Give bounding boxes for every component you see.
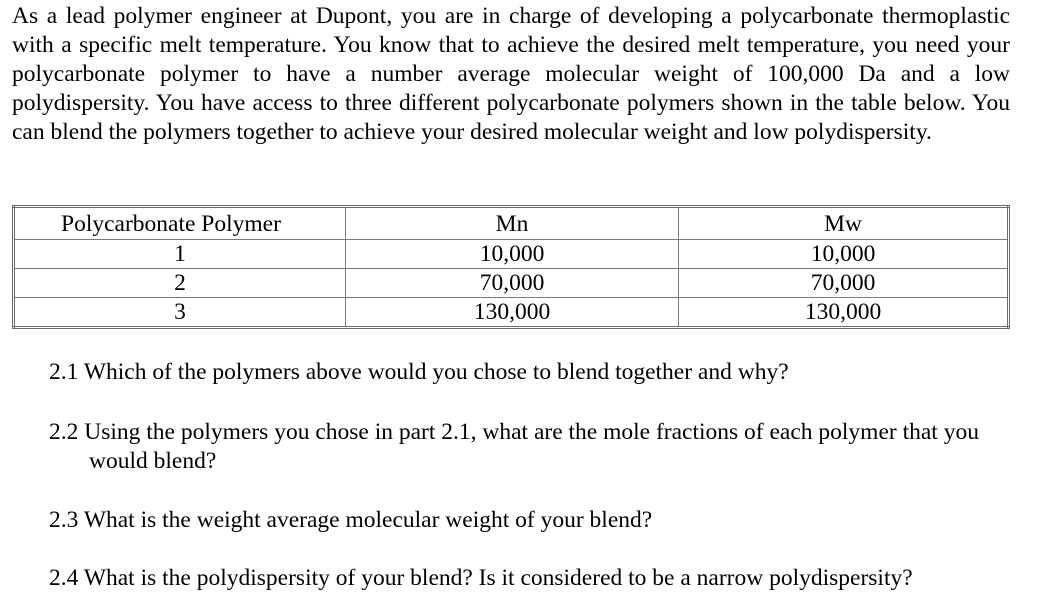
header-mw: Mw — [679, 207, 1009, 240]
polymer-cell: 2 — [14, 269, 346, 298]
polymer-cell: 1 — [14, 240, 346, 269]
table-row — [14, 240, 1009, 269]
mw-cell: 70,000 — [679, 269, 1009, 298]
header-polymer: Polycarbonate Polymer — [14, 207, 346, 240]
question-2-2: 2.2 Using the polymers you chose in part 2.1, what are the mole fractions of each polymer that you would blend? — [49, 419, 979, 474]
header-mn: Mn — [346, 207, 679, 240]
question-2-1: 2.1 Which of the polymers above would you chose to blend together and why? — [49, 359, 789, 385]
question-2-4: 2.4 What is the polydispersity of your blend? Is it considered to be a narrow polydispersity? — [49, 565, 913, 591]
table-header-row — [14, 207, 1009, 240]
mw-cell: 10,000 — [679, 240, 1009, 269]
table-row — [14, 298, 1009, 328]
intro-paragraph: As a lead polymer engineer at Dupont, you are in charge of developing a polycarbonate thermoplastic with a specific melt temperature. You know that to achieve the desired melt temperature, you need your polycarbonate polymer to have a number average molecular weight of 100,000 Da and a low polydispersity. You have access to three different polycarbonate polymers shown in the table below. You can blend the polymers together to achieve your desired molecular weight and low polydispersity. — [12, 3, 1010, 145]
mn-cell: 10,000 — [346, 240, 679, 269]
mn-cell: 70,000 — [346, 269, 679, 298]
table-row — [14, 269, 1009, 298]
mw-cell: 130,000 — [679, 298, 1009, 328]
question-2-3: 2.3 What is the weight average molecular weight of your blend? — [49, 507, 653, 533]
polymer-table — [12, 205, 1010, 329]
polymer-cell: 3 — [14, 298, 346, 328]
mn-cell: 130,000 — [346, 298, 679, 328]
